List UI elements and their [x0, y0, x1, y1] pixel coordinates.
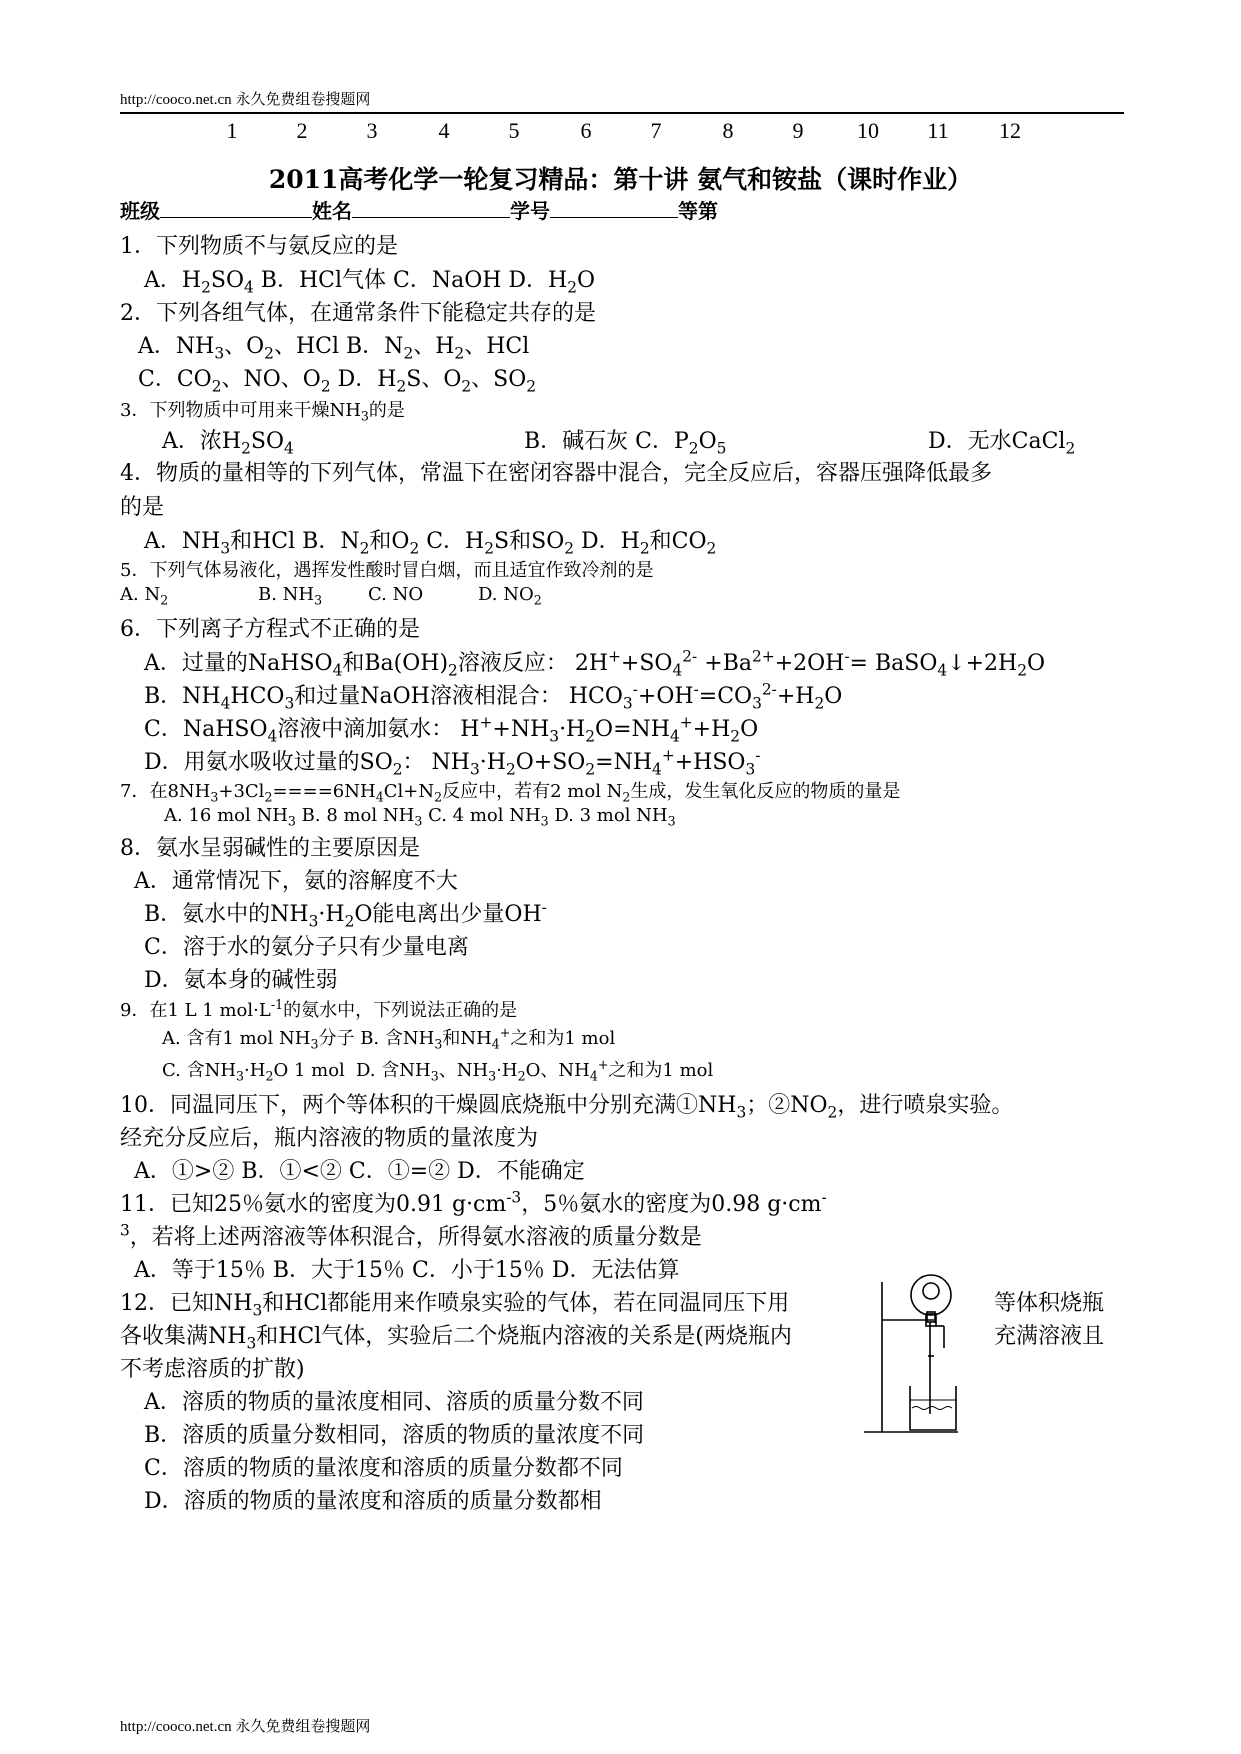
question-12-cont-2: 不考虑溶质的扩散) [120, 1357, 305, 1382]
answer-number-row [0, 118, 1241, 142]
question-5: 5．下列气体易液化，遇挥发性酸时冒白烟，而且适宜作致冷剂的是 [120, 560, 654, 581]
answer-number: 10 [857, 118, 879, 143]
question-5-option-b: B. $NH_3$ [258, 584, 323, 608]
question-4: 4．物质的量相等的下列气体，常温下在密闭容器中混合，完全反应后，容器压强降低最多 [120, 461, 993, 486]
question-8-option-b: B．氨水中的$NH_3\cdot H_2O$能电离出少量OH- [144, 898, 547, 931]
flask-fountain [923, 1283, 939, 1299]
footer-url: http://cooco.net.cn 永久免费组卷搜题网 [120, 1719, 371, 1735]
answer-number: 6 [580, 118, 592, 143]
grade-label: 等第 [678, 199, 718, 223]
answer-number: 7 [650, 118, 662, 143]
question-12-option-c: C．溶质的物质的量浓度和溶质的质量分数都不同 [144, 1456, 623, 1481]
header-rule [120, 112, 1124, 114]
question-7: 7．在$8NH_3+3Cl_2====6NH_4Cl+N_2$反应中，若有2 mol $N_2$生成，发生氧化反应的物质的量是 [120, 781, 901, 805]
id-label: 学号 [510, 199, 550, 223]
beaker [910, 1386, 956, 1430]
question-12-cont-1: 各收集满$NH_3$和HCl气体，实验后二个烧瓶内溶液的关系是(两烧瓶内 [120, 1324, 792, 1353]
water-wave [912, 1407, 952, 1410]
question-9-options-ab: A. 含有1 mol $NH_3$分子 B. 含$NH_3$和$NH_4^+$之和为1 mol [162, 1025, 616, 1052]
question-5-option-a: A. $N_2$ [120, 584, 169, 608]
question-10-options: A．①>② B．①<② C．①=② D．不能确定 [134, 1159, 585, 1184]
answer-number: 1 [226, 118, 238, 143]
question-3: 3．下列物质中可用来干燥$NH_3$的是 [120, 400, 405, 424]
question-8-option-a: A．通常情况下，氨的溶解度不大 [134, 869, 458, 894]
answer-number: 2 [296, 118, 308, 143]
question-6: 6．下列离子方程式不正确的是 [120, 617, 420, 642]
question-6-option-a: A．过量的NaHSO$_4$和$Ba(OH)_2$溶液反应： $2H^++SO_4^{2-} +Ba^{2+}+2OH^-=$ $BaSO_4↓+2H_2O$ [144, 647, 1046, 680]
question-3-option-d: D．无水CaCl$_2$ [928, 429, 1076, 458]
fountain-apparatus-figure [862, 1268, 972, 1438]
question-10-cont: 经充分反应后，瓶内溶液的物质的量浓度为 [120, 1126, 539, 1151]
class-blank[interactable] [160, 199, 312, 218]
question-8-option-c: C．溶于水的氨分子只有少量电离 [144, 935, 469, 960]
answer-number: 8 [722, 118, 734, 143]
question-11-options: A．等于15％ B．大于15％ C．小于15％ D．无法估算 [134, 1258, 680, 1283]
question-1: 1．下列物质不与氨反应的是 [120, 234, 398, 259]
question-6-option-d: D．用氨水吸收过量的$SO_2$： $NH_3\cdot H_2O+SO_2=NH_4^++HSO_3^-$ [144, 746, 761, 779]
question-6-option-b: B．$NH_4HCO_3$和过量NaOH溶液相混合： $HCO_3^-+OH^-=CO_3^{2-}+H_2O$ [144, 680, 843, 713]
question-9: 9．在1 L 1 $mol\cdot L^{-1}$的氨水中，下列说法正确的是 [120, 997, 518, 1021]
answer-number: 3 [366, 118, 378, 143]
question-5-option-d: D. $NO_2$ [478, 584, 542, 608]
question-12-side-1: 等体积烧瓶 [994, 1291, 1105, 1316]
question-4-options: A．$NH_3$和HCl B．$N_2$和$O_2$ C．$H_2S$和$SO_2$ D．$H_2$和$CO_2$ [144, 529, 717, 558]
question-3-option-bc: B．碱石灰 C．$P_2O_5$ [524, 429, 727, 458]
question-4-cont: 的是 [120, 495, 165, 520]
question-1-options: A．$H_2SO_4$ B．HCl气体 C．NaOH D．$H_2O$ [144, 268, 596, 297]
question-9-option-c: C. 含$NH_3\cdot H_2O$ 1 mol [162, 1060, 345, 1084]
name-blank[interactable] [352, 199, 510, 218]
question-7-options: A. 16 mol $NH_3$ B. 8 mol $NH_3$ C. 4 mol $NH_3$ D. 3 mol $NH_3$ [164, 805, 676, 829]
question-3-option-a: A．浓$H_2SO_4$ [162, 429, 294, 458]
question-9-option-d: D. 含$NH_3$、$NH_3\cdot H_2O$、$NH_4^+$之和为1 mol [356, 1057, 714, 1084]
answer-number: 5 [508, 118, 520, 143]
page-title: 2011高考化学一轮复习精品：第十讲 氨气和铵盐（课时作业） [268, 165, 973, 194]
question-12-option-a: A．溶质的物质的量浓度相同、溶质的质量分数不同 [144, 1390, 644, 1415]
question-10: 10．同温同压下，两个等体积的干燥圆底烧瓶中分别充满$①NH_3$；$②NO_2$，进行喷泉实验。 [120, 1093, 1014, 1122]
question-5-option-c: C. NO [368, 584, 424, 605]
question-12: 12．已知$NH_3$和HCl都能用来作喷泉实验的气体，若在同温同压下用 [120, 1291, 790, 1320]
question-8: 8．氨水呈弱碱性的主要原因是 [120, 836, 420, 861]
name-label: 姓名 [312, 199, 352, 223]
question-12-side-2: 充满溶液且 [994, 1324, 1105, 1349]
question-2: 2．下列各组气体，在通常条件下能稳定共存的是 [120, 301, 596, 326]
question-6-option-c: C．NaHSO$_4$溶液中滴加氨水： $H^++NH_3\cdot H_2O=NH_4^++H_2O$ [144, 713, 759, 746]
answer-number: 11 [927, 118, 949, 143]
header-url: http://cooco.net.cn 永久免费组卷搜题网 [120, 92, 371, 108]
question-2-options-cd: C．$CO_2$、NO、$O_2$ D．$H_2S$、$O_2$、$SO_2$ [138, 367, 537, 396]
question-11: 11．已知25％氨水的密度为0.91 $g\cdot cm^{-3}$，5％氨水的密度为0.98 g·cm- [120, 1188, 827, 1217]
class-label: 班级 [120, 199, 160, 223]
question-12-option-d: D．溶质的物质的量浓度和溶质的质量分数都相 [144, 1489, 602, 1514]
answer-number: 9 [792, 118, 804, 143]
question-8-option-d: D．氨本身的碱性弱 [144, 968, 338, 993]
question-12-option-b: B．溶质的质量分数相同，溶质的物质的量浓度不同 [144, 1423, 645, 1448]
answer-number: 4 [438, 118, 450, 143]
question-11-cont: $^3$，若将上述两溶液等体积混合，所得氨水溶液的质量分数是 [120, 1221, 702, 1250]
flask [911, 1275, 951, 1315]
question-2-options-ab: A．$NH_3$、$O_2$、HCl B．$N_2$、$H_2$、HCl [138, 334, 530, 363]
id-blank[interactable] [550, 199, 678, 218]
student-info-fields [120, 195, 718, 224]
answer-number: 12 [999, 118, 1021, 143]
